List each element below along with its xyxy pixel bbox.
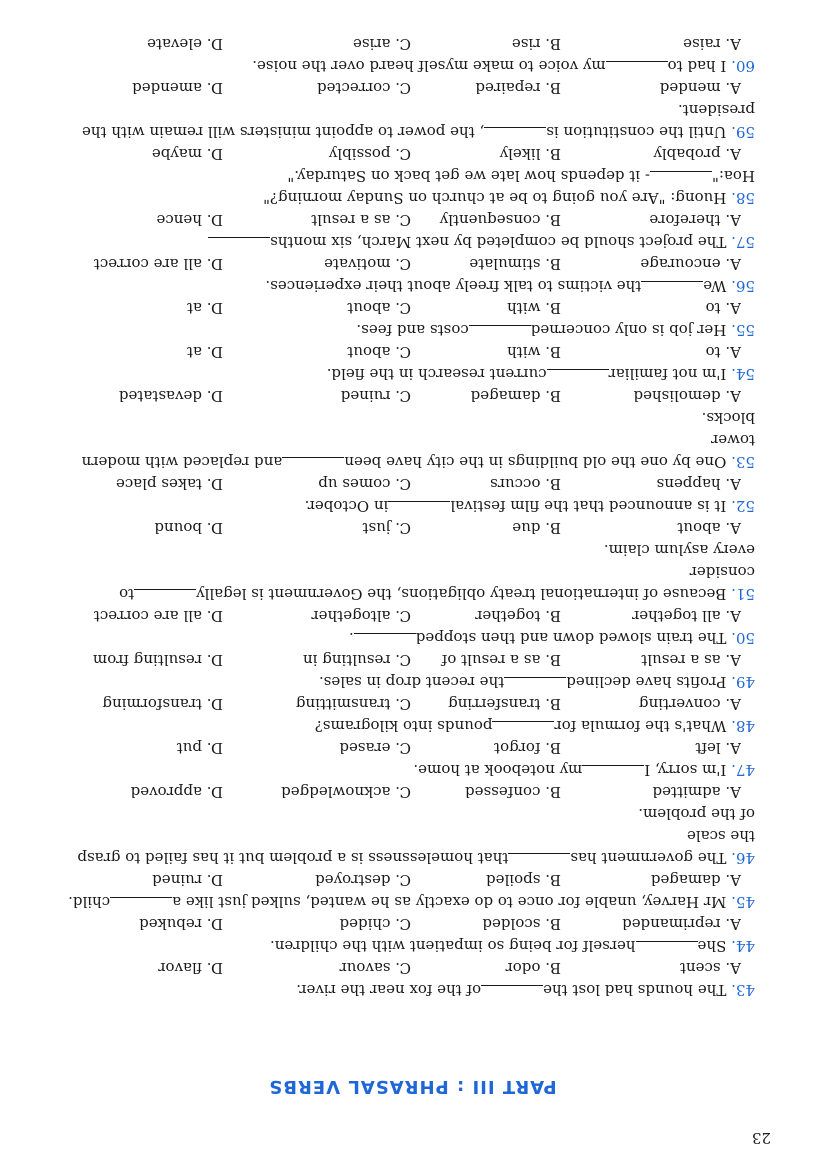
question-text-before: Hoa:" [711, 167, 755, 185]
answer-options [55, 341, 755, 363]
answer-option: B. due [512, 519, 561, 537]
answer-option: C. corrected [316, 79, 411, 97]
question-stem [55, 495, 755, 517]
answer-option: C. resulting in [303, 651, 411, 669]
answer-option: A. encourage [640, 255, 741, 273]
question-item [55, 517, 755, 605]
question-stem [55, 891, 755, 913]
answer-option: C. arise [353, 35, 411, 53]
question-item [55, 143, 755, 209]
answer-options [55, 737, 755, 759]
question-text-before: What's the formula for [554, 717, 727, 735]
question-text-after: my voice to make myself heard over the noise. [252, 57, 606, 75]
question-item [55, 649, 755, 693]
question-text-before: Huong: "Are you going to be at church on Sunday morning?" [263, 189, 727, 207]
answer-option: D. all are correct [93, 255, 223, 273]
answer-option: A. admitted [652, 783, 741, 801]
question-text-before: Her job is only concerned [530, 321, 727, 339]
answer-blank [492, 721, 554, 736]
answer-option: B. repaired [475, 79, 561, 97]
question-stem [55, 671, 755, 693]
answer-option: C. acknowledged [281, 783, 411, 801]
answer-option: D. at [187, 299, 223, 317]
answer-option: A. as a result [641, 651, 741, 669]
question-item [55, 605, 755, 649]
answer-options [55, 649, 755, 671]
question-text-before: We [703, 277, 727, 295]
answer-option: A. mended [659, 79, 741, 97]
question-item [55, 913, 755, 957]
answer-options [55, 253, 755, 275]
question-stem [55, 429, 755, 473]
question-text-before: Mr Harvey, unable for once to do exactly as he wanted, sulked just like a [172, 893, 727, 911]
question-text-after: to consider [119, 563, 755, 603]
answer-blank [110, 897, 172, 912]
answer-option: D. maybe [151, 145, 223, 163]
answer-option: C. comes up [318, 475, 411, 493]
answer-blank [208, 237, 270, 252]
answer-options [55, 473, 755, 495]
answer-option: B. damaged [470, 387, 561, 405]
answer-blank [547, 369, 609, 384]
answer-option: B. as a result of [441, 651, 561, 669]
answer-option: A. happens [656, 475, 741, 493]
question-text-after: costs and fees. [356, 321, 469, 339]
answer-option: D. amended [132, 79, 223, 97]
question-stem [55, 231, 755, 253]
answer-option: D. hence [156, 211, 223, 229]
question-text-before: Profits have declined [566, 673, 727, 691]
question-continuation: president. [677, 101, 755, 119]
question-text-after: of the fox near the river. [296, 981, 482, 999]
answer-option: A. all together [632, 607, 741, 625]
question-item [55, 869, 755, 913]
answer-blank [641, 281, 703, 296]
question-text-before: I'm not familiar [608, 365, 727, 383]
answer-options [55, 781, 755, 803]
question-stem [55, 275, 755, 297]
answer-blank [282, 457, 344, 472]
answer-option: B. transferring [448, 695, 561, 713]
answer-option: B. forgot [494, 739, 561, 757]
answer-blank [354, 633, 416, 648]
answer-blank [504, 677, 566, 692]
question-text-after: in October. [304, 497, 389, 515]
answer-option: D. approved [130, 783, 223, 801]
answer-option: A. converting [638, 695, 741, 713]
question-item [55, 737, 755, 781]
answer-option: C. as a result [311, 211, 411, 229]
question-number: 55. [731, 321, 755, 339]
answer-option: A. demolished [633, 387, 741, 405]
answer-options [55, 957, 755, 979]
answer-option: A. to [705, 299, 741, 317]
question-text-before: The train slowed down and then stopped [415, 629, 727, 647]
answer-options [55, 869, 755, 891]
answer-option: B. consequently [439, 211, 561, 229]
question-number: 45. [731, 893, 755, 911]
answer-options [55, 605, 755, 627]
answer-option: B. spoiled [486, 871, 561, 889]
question-number: 44. [731, 937, 755, 955]
question-stem [55, 935, 755, 957]
answer-option: A. to [705, 343, 741, 361]
answer-options [55, 693, 755, 715]
question-item [55, 473, 755, 517]
answer-option: C. chided [339, 915, 411, 933]
question-item [55, 693, 755, 737]
answer-option: D. transforming [102, 695, 223, 713]
question-item [55, 77, 755, 143]
answer-option: C. about [347, 299, 411, 317]
question-item [55, 209, 755, 253]
question-text-before: Because of international treaty obligations, the Government is legally [196, 585, 727, 603]
answer-options [55, 33, 755, 55]
answer-option: C. possibly [328, 145, 411, 163]
answer-option: A. therefore [649, 211, 741, 229]
question-stem [55, 363, 755, 385]
question-text-after: . [348, 629, 354, 647]
question-stem [55, 825, 755, 869]
question-text-before: One by one the old buildings in the city have been [344, 453, 727, 471]
question-number: 60. [731, 57, 755, 75]
answer-option: B. odor [505, 959, 561, 977]
answer-option: B. likely [499, 145, 561, 163]
question-stem [55, 979, 755, 1001]
question-continuation: of the problem. [638, 805, 755, 823]
answer-option: B. scolded [482, 915, 561, 933]
answer-option: B. occurs [490, 475, 561, 493]
answer-option: B. stimulate [469, 255, 561, 273]
question-item [55, 297, 755, 341]
question-item [55, 341, 755, 385]
answer-option: C. erased [339, 739, 411, 757]
answer-option: A. probably [653, 145, 741, 163]
question-text-after: current research in the field. [326, 365, 547, 383]
answer-options [55, 913, 755, 935]
answer-option: C. transmitting [295, 695, 411, 713]
answer-option: B. with [507, 343, 561, 361]
question-text-before: The hounds had lost the [543, 981, 727, 999]
answer-blank [388, 501, 450, 516]
question-number: 52. [731, 497, 755, 515]
answer-option: D. resulting from [92, 651, 223, 669]
answer-blank [650, 171, 712, 186]
question-text-after: child. [68, 893, 111, 911]
question-number: 46. [731, 849, 755, 867]
question-number: 56. [731, 277, 755, 295]
answer-options [55, 77, 755, 99]
answer-option: B. rise [511, 35, 561, 53]
question-text-before: She [697, 937, 727, 955]
answer-options [55, 209, 755, 231]
question-stem [55, 561, 755, 605]
answer-option: C. just [362, 519, 411, 537]
answer-option: D. bound [154, 519, 223, 537]
question-text-after: - it depends how late we get back on Saturday." [287, 167, 650, 185]
page-number: 23 [751, 1129, 771, 1147]
question-number: 48. [731, 717, 755, 735]
answer-option: A. raise [683, 35, 741, 53]
question-number: 54. [731, 365, 755, 383]
question-text-before: The government has [570, 849, 727, 867]
answer-blank [481, 985, 543, 1000]
answer-option: D. ruined [152, 871, 223, 889]
answer-blank [484, 127, 546, 142]
question-stem [55, 187, 755, 209]
answer-option: B. with [507, 299, 561, 317]
question-number: 51. [731, 585, 755, 603]
answer-option: B. together [475, 607, 561, 625]
answer-option: D. elevate [147, 35, 223, 53]
question-item [55, 781, 755, 869]
answer-option: D. devastated [118, 387, 223, 405]
answer-option: C. altogether [311, 607, 411, 625]
answer-option: C. motivate [324, 255, 411, 273]
answer-option: A. damaged [650, 871, 741, 889]
question-stem [55, 627, 755, 649]
answer-option: D. at [187, 343, 223, 361]
answer-option: D. takes place [115, 475, 223, 493]
answer-options [55, 517, 755, 539]
answer-option: D. put [176, 739, 223, 757]
question-number: 53. [731, 453, 755, 471]
answer-option: D. flavor [158, 959, 223, 977]
question-stem [55, 319, 755, 341]
answer-blank [134, 589, 196, 604]
question-text-after: and replaced with modern tower [81, 431, 755, 471]
question-text-after: , the power to appoint ministers will remain with the [82, 123, 485, 141]
question-item [55, 253, 755, 297]
answer-option: D. rebuked [139, 915, 223, 933]
question-item [55, 385, 755, 473]
answer-option: A. left [695, 739, 741, 757]
question-text-after: pounds into kilograms? [314, 717, 493, 735]
question-text-after: herself for being so impatient with the children. [269, 937, 636, 955]
question-stem [55, 121, 755, 143]
question-number: 57. [731, 233, 755, 251]
question-text-after: my notebook at home. [413, 761, 583, 779]
answer-option: A. about [677, 519, 741, 537]
question-number: 47. [731, 761, 755, 779]
answer-option: C. destroyed [315, 871, 411, 889]
question-text-after: the recent drop in sales. [318, 673, 505, 691]
answer-option: A. scent [679, 959, 741, 977]
question-continuation: every asylum claim. [603, 541, 755, 559]
question-text-before: Until the constitution is [546, 123, 727, 141]
question-stem [55, 715, 755, 737]
question-text-after: the victims to talk freely about their experiences. [265, 277, 642, 295]
question-stem [55, 55, 755, 77]
question-number: 43. [731, 981, 755, 999]
answer-options [55, 297, 755, 319]
answer-options [55, 385, 755, 407]
question-number: 58. [731, 189, 755, 207]
question-list [55, 33, 755, 1001]
answer-blank [606, 61, 668, 76]
question-number: 59. [731, 123, 755, 141]
question-continuation: blocks. [701, 409, 755, 427]
answer-option: C. savour [339, 959, 411, 977]
answer-option: D. all are correct [93, 607, 223, 625]
answer-blank [469, 325, 531, 340]
question-line-2 [55, 165, 755, 187]
question-stem [55, 759, 755, 781]
answer-options [55, 143, 755, 165]
answer-blank [582, 765, 644, 780]
answer-option: C. ruined [340, 387, 411, 405]
answer-option: C. about [347, 343, 411, 361]
part-title: PART III : PHRASAL VERBS [268, 1076, 557, 1097]
question-text-before: It is announced that the film festival [450, 497, 727, 515]
answer-blank [508, 853, 570, 868]
question-text-before: I'm sorry, I [644, 761, 727, 779]
answer-blank [636, 941, 698, 956]
answer-option: B. confessed [465, 783, 561, 801]
question-number: 50. [731, 629, 755, 647]
question-item [55, 957, 755, 1001]
question-item [55, 33, 755, 77]
question-text-after: that homelessness is a problem but it has failed to grasp the scale [77, 827, 755, 867]
question-number: 49. [731, 673, 755, 691]
question-text-before: The project should be completed by next March, six months [270, 233, 727, 251]
question-text-before: I had to [667, 57, 727, 75]
answer-option: A. reprimanded [622, 915, 741, 933]
